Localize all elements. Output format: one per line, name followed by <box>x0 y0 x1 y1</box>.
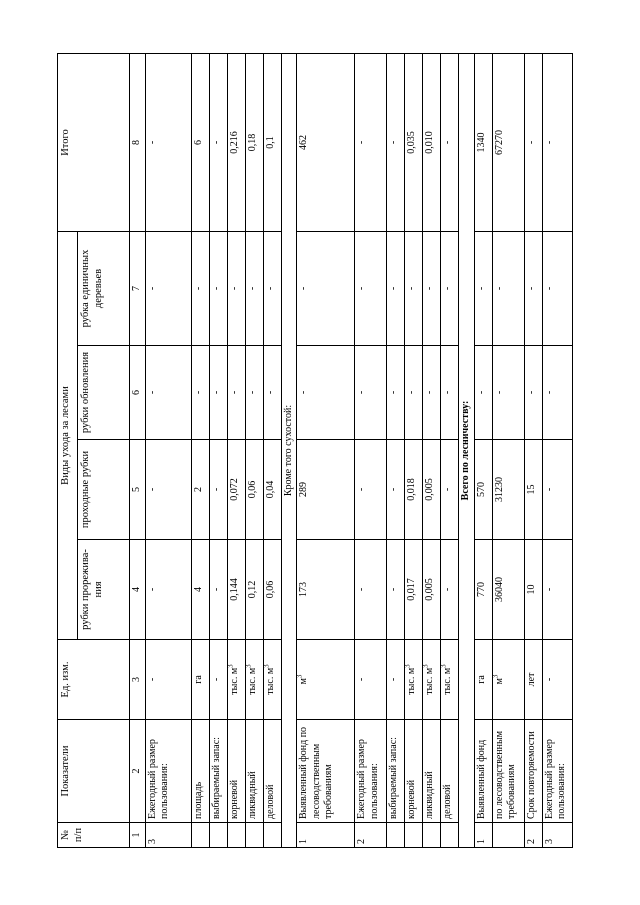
unit-text: - <box>356 677 367 682</box>
cell-value: 289 <box>297 440 355 540</box>
cell-value: - <box>145 53 191 231</box>
table-row <box>524 53 542 847</box>
colnum: 6 <box>130 346 146 440</box>
cell-value: - <box>245 231 263 345</box>
cell-value: 6 <box>191 53 209 231</box>
cell-value: - <box>145 440 191 540</box>
cell-value: 462 <box>297 53 355 231</box>
cell-value: - <box>542 540 572 640</box>
cell-unit <box>209 640 227 720</box>
cell-row-number <box>209 823 227 848</box>
cell-value: - <box>441 540 459 640</box>
cell-row-number <box>423 823 441 848</box>
cell-unit <box>191 640 209 720</box>
cell-value: - <box>441 231 459 345</box>
cell-indicator: Ежегодный размер пользования: <box>145 720 191 823</box>
unit-superscript: 3 <box>262 664 271 668</box>
cell-indicator: ликвидный <box>245 720 263 823</box>
cell-value: 570 <box>474 440 492 540</box>
header-renewal: рубки обновления <box>78 346 130 440</box>
cell-value: - <box>245 346 263 440</box>
header-thinning: рубки прорежива-ния <box>78 540 130 640</box>
cell-indicator: Ежегодный размер пользования: <box>542 720 572 823</box>
table-row <box>474 53 492 847</box>
cell-unit <box>405 640 423 720</box>
cell-value: 67270 <box>492 53 524 231</box>
cell-indicator: выбираемый запас: <box>209 720 227 823</box>
cell-value: 0,005 <box>423 440 441 540</box>
colnum: 3 <box>130 640 146 720</box>
section-total <box>474 53 572 847</box>
cell-unit <box>387 640 405 720</box>
cell-value: 15 <box>524 440 542 540</box>
unit-text: га <box>192 675 204 684</box>
unit-text: га <box>475 675 487 684</box>
cell-unit <box>474 640 492 720</box>
header-num: № п/п <box>58 823 130 848</box>
unit-superscript: 3 <box>244 664 253 668</box>
cell-indicator: корневой <box>405 720 423 823</box>
cell-value: 173 <box>297 540 355 640</box>
cell-value: - <box>542 53 572 231</box>
cell-row-number <box>263 823 281 848</box>
table-row <box>441 53 459 847</box>
cell-value: - <box>387 53 405 231</box>
cell-row-number: 2 <box>355 823 387 848</box>
cell-indicator: ликвидный <box>423 720 441 823</box>
cell-value: - <box>542 346 572 440</box>
cell-value: - <box>191 231 209 345</box>
cell-value: - <box>387 440 405 540</box>
cell-indicator: Выявленный фонд <box>474 720 492 823</box>
cell-indicator: Выявленный фонд по лесоводственным требованиям <box>297 720 355 823</box>
unit-text: м <box>493 678 505 685</box>
cell-value: - <box>524 53 542 231</box>
cell-value: 0,04 <box>263 440 281 540</box>
cell-value: - <box>191 346 209 440</box>
table-row <box>405 53 423 847</box>
cell-value: - <box>355 346 387 440</box>
cell-indicator: Ежегодный размер пользования: <box>355 720 387 823</box>
table-row <box>423 53 441 847</box>
colnum: 5 <box>130 440 146 540</box>
cell-value: 0,144 <box>227 540 245 640</box>
section-main <box>145 53 281 847</box>
cell-value: - <box>387 346 405 440</box>
unit-text: тыс. м <box>264 667 276 695</box>
table-row <box>245 53 263 847</box>
cell-value: - <box>423 346 441 440</box>
cell-value: 0,18 <box>245 53 263 231</box>
cell-value: - <box>297 346 355 440</box>
cell-row-number <box>191 823 209 848</box>
header-care-types: Виды ухода за лесами <box>58 231 78 639</box>
unit-superscript: 3 <box>403 664 412 668</box>
cell-value: 4 <box>191 540 209 640</box>
cell-value: - <box>209 346 227 440</box>
cell-value: 0,06 <box>245 440 263 540</box>
table-row <box>542 53 572 847</box>
unit-text: тыс. м <box>228 667 240 695</box>
cell-row-number: 3 <box>145 823 191 848</box>
table-row <box>492 53 524 847</box>
cell-value: 1340 <box>474 53 492 231</box>
table-row <box>227 53 245 847</box>
cell-value: 0,005 <box>423 540 441 640</box>
cell-row-number <box>227 823 245 848</box>
unit-text: тыс. м <box>246 667 258 695</box>
cell-value: - <box>209 53 227 231</box>
cell-unit <box>355 640 387 720</box>
table-row <box>191 53 209 847</box>
header-single-trees: рубка единичных деревьев <box>78 231 130 345</box>
cell-value: 0,010 <box>423 53 441 231</box>
header-passage: проходные рубки <box>78 440 130 540</box>
cell-value: 0,018 <box>405 440 423 540</box>
cell-value: - <box>492 231 524 345</box>
cell-value: - <box>209 231 227 345</box>
cell-value: - <box>209 540 227 640</box>
cell-row-number <box>405 823 423 848</box>
unit-text: м <box>298 678 309 685</box>
cell-unit <box>227 640 245 720</box>
colnum: 4 <box>130 540 146 640</box>
cell-value: - <box>441 346 459 440</box>
cell-row-number: 2 <box>524 823 542 848</box>
cell-value: - <box>145 540 191 640</box>
cell-value: - <box>145 231 191 345</box>
cell-value: - <box>355 231 387 345</box>
cell-value: - <box>145 346 191 440</box>
cell-value: - <box>542 231 572 345</box>
cell-value: 0,06 <box>263 540 281 640</box>
table-row <box>297 53 355 847</box>
cell-row-number: 1 <box>474 823 492 848</box>
cell-row-number <box>492 823 524 848</box>
section-title-total-text: Всего по лесничеству: <box>460 400 471 501</box>
cell-value: - <box>405 346 423 440</box>
table-row <box>145 53 191 847</box>
cell-value: - <box>355 53 387 231</box>
unit-text: - <box>543 677 555 682</box>
cell-value: - <box>474 231 492 345</box>
cell-value: - <box>474 346 492 440</box>
column-numbers-row <box>130 53 146 847</box>
cell-value: - <box>405 231 423 345</box>
unit-text: тыс. м <box>442 667 453 695</box>
cell-value: 31230 <box>492 440 524 540</box>
cell-unit <box>297 640 355 720</box>
cell-unit <box>263 640 281 720</box>
header-indicators: Показатели <box>58 720 130 823</box>
cell-value: - <box>423 231 441 345</box>
cell-row-number: 1 <box>297 823 355 848</box>
cell-row-number <box>245 823 263 848</box>
cell-value: 770 <box>474 540 492 640</box>
cell-value: - <box>227 346 245 440</box>
colnum: 8 <box>130 53 146 231</box>
cell-unit <box>441 640 459 720</box>
cell-row-number <box>441 823 459 848</box>
cell-value: 10 <box>524 540 542 640</box>
header-total: Итого <box>58 53 130 231</box>
cell-value: - <box>441 53 459 231</box>
cell-value: 36040 <box>492 540 524 640</box>
unit-text: лет <box>525 672 537 687</box>
cell-unit <box>245 640 263 720</box>
cell-value: - <box>263 346 281 440</box>
cell-value: - <box>524 231 542 345</box>
cell-unit <box>423 640 441 720</box>
header-unit: Ед. изм. <box>58 640 130 720</box>
colnum: 2 <box>130 720 146 823</box>
unit-text: - <box>210 677 222 682</box>
cell-indicator: деловой <box>263 720 281 823</box>
unit-superscript: 3 <box>295 674 304 679</box>
cell-indicator: выбираемый запас: <box>387 720 405 823</box>
unit-superscript: 3 <box>491 674 500 679</box>
cell-indicator: корневой <box>227 720 245 823</box>
cell-row-number <box>387 823 405 848</box>
unit-text: тыс. м <box>424 667 435 695</box>
cell-value: - <box>441 440 459 540</box>
cell-value: - <box>297 231 355 345</box>
cell-unit <box>542 640 572 720</box>
cell-indicator: по лесоводственным требованиям <box>492 720 524 823</box>
cell-value: - <box>209 440 227 540</box>
table-row <box>263 53 281 847</box>
cell-unit <box>145 640 191 720</box>
table-row <box>209 53 227 847</box>
unit-text: - <box>146 677 158 682</box>
unit-superscript: 3 <box>226 664 235 668</box>
cell-value: 0,12 <box>245 540 263 640</box>
colnum: 7 <box>130 231 146 345</box>
cell-value: - <box>227 231 245 345</box>
cell-indicator: площадь <box>191 720 209 823</box>
cell-value: - <box>263 231 281 345</box>
cell-value: - <box>492 346 524 440</box>
cell-indicator: деловой <box>441 720 459 823</box>
section-title-total <box>459 53 475 847</box>
cell-unit <box>524 640 542 720</box>
cell-value: 0,216 <box>227 53 245 231</box>
cell-value: 2 <box>191 440 209 540</box>
cell-unit <box>492 640 524 720</box>
cell-value: 0,1 <box>263 53 281 231</box>
cell-indicator: Срок повторяемости <box>524 720 542 823</box>
unit-text: тыс. м <box>406 667 417 695</box>
cell-value: - <box>387 231 405 345</box>
cell-value: - <box>542 440 572 540</box>
cell-value: - <box>355 540 387 640</box>
cell-value: - <box>355 440 387 540</box>
cell-row-number: 3 <box>542 823 572 848</box>
cell-value: - <box>524 346 542 440</box>
unit-text: - <box>388 677 399 682</box>
colnum: 1 <box>130 823 146 848</box>
table-row <box>355 53 387 847</box>
forest-care-table <box>57 53 573 848</box>
section-deadwood <box>297 53 459 847</box>
table-row <box>387 53 405 847</box>
unit-superscript: 3 <box>439 664 448 668</box>
cell-value: 0,072 <box>227 440 245 540</box>
unit-superscript: 3 <box>421 664 430 668</box>
cell-value: 0,017 <box>405 540 423 640</box>
cell-value: - <box>387 540 405 640</box>
cell-value: 0,035 <box>405 53 423 231</box>
section-title-deadwood: Кроме того сухостой: <box>281 53 297 847</box>
